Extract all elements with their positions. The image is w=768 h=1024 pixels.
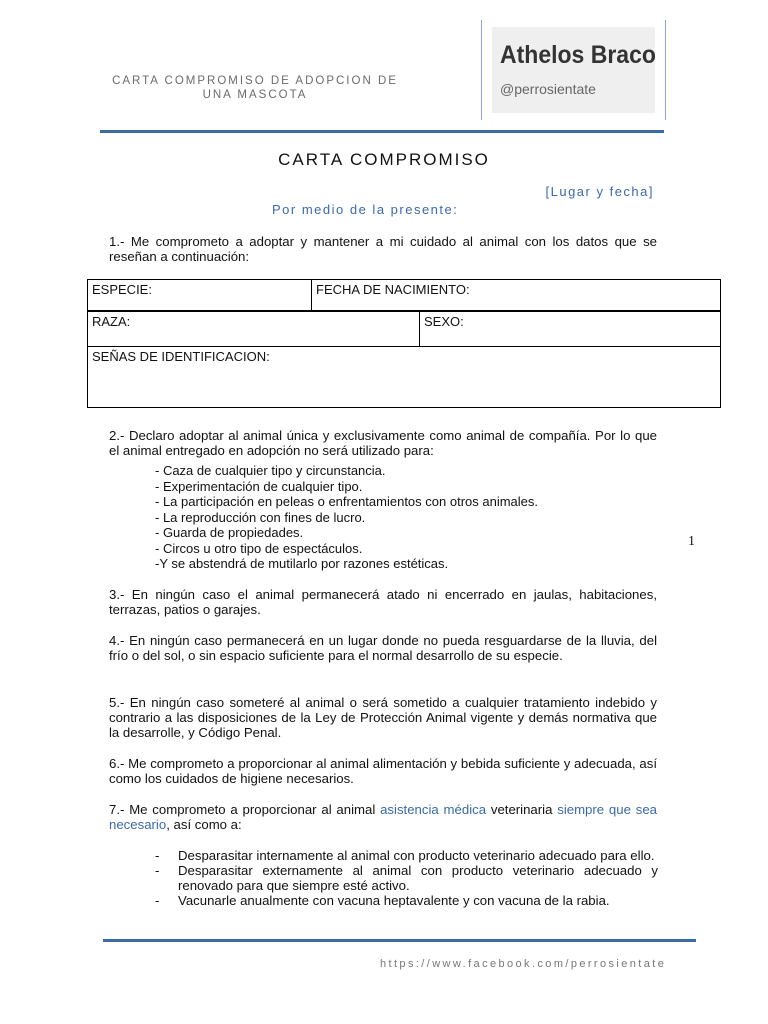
header-title-line-1: CARTA COMPROMISO DE ADOPCION DE xyxy=(112,75,398,87)
clause-7-part: asistencia médica xyxy=(380,802,487,817)
clause-7-part: 7.- Me comprometo a proporcionar al animal xyxy=(109,802,381,817)
list-item: - Circos u otro tipo de espectáculos. xyxy=(155,540,363,556)
footer-url: https://www.facebook.com/perrosientate xyxy=(380,958,667,970)
clause-7-part: , así como a: xyxy=(166,817,242,832)
veterinary-obligations-list xyxy=(155,848,658,908)
list-item xyxy=(155,893,658,908)
page-number: 1 xyxy=(688,534,695,549)
logo-handle: @perrosientate xyxy=(500,81,596,97)
pet-data-table-row-2 xyxy=(87,311,721,347)
clause-7 xyxy=(109,802,657,832)
clause-2: 2.- Declaro adoptar al animal única y exclusivamente como animal de compañía. Por lo que el animal entregado en adopción no será utilizado para: xyxy=(109,428,657,458)
list-item: - Caza de cualquier tipo y circunstancia. xyxy=(155,463,386,478)
clause-1: 1.- Me comprometo a adoptar y mantener a mi cuidado al animal con los datos que se reseñan a continuación: xyxy=(109,234,657,264)
list-item: -Y se abstendrá de mutilarlo por razones estéticas. xyxy=(155,556,449,571)
footer-divider xyxy=(103,939,696,942)
list-item-text: Desparasitar externamente al animal con producto veterinario adecuado y renovado para que siempre esté activo. xyxy=(178,863,658,893)
pet-data-table-row-3 xyxy=(87,346,721,408)
identification-cell: SEÑAS DE IDENTIFICACION: xyxy=(88,347,721,408)
clause-7-part: siempre que sea necesario xyxy=(109,802,657,832)
header-title-line-2: UNA MASCOTA xyxy=(202,89,308,101)
logo xyxy=(481,20,666,120)
breed-cell: RAZA: xyxy=(88,312,420,347)
clause-3: 3.- En ningún caso el animal permanecerá atado ni encerrado en jaulas, habitaciones, terrazas, patios o garajes. xyxy=(109,587,657,617)
logo-panel xyxy=(492,27,655,113)
list-item xyxy=(155,863,658,893)
list-item: - La reproducción con fines de lucro. xyxy=(155,509,366,525)
list-item: - Experimentación de cualquier tipo. xyxy=(155,478,363,494)
pet-data-table xyxy=(87,279,721,311)
document-header-title xyxy=(100,74,410,102)
bullet-dash: - xyxy=(155,863,160,878)
bullet-dash: - xyxy=(155,893,160,908)
clause-5: 5.- En ningún caso someteré al animal o será sometido a cualquier tratamiento indebido y contrario a las disposiciones de la Ley de Protección Animal vigente y demás normativa que la desarrolle, y Código Penal. xyxy=(109,695,657,740)
clause-7-part: veterinaria xyxy=(486,802,558,817)
list-item: - Guarda de propiedades. xyxy=(155,525,304,540)
birth-date-cell: FECHA DE NACIMIENTO: xyxy=(312,280,721,311)
clause-6: 6.- Me comprometo a proporcionar al animal alimentación y bebida suficiente y adecuada, así como los cuidados de higiene necesarios. xyxy=(109,756,657,786)
place-date: [Lugar y fecha] xyxy=(545,184,654,199)
sex-cell: SEXO: xyxy=(420,312,721,347)
list-item: - La participación en peleas o enfrentamientos con otros animales. xyxy=(155,494,538,509)
prohibited-uses-list xyxy=(155,463,538,572)
species-cell: ESPECIE: xyxy=(88,280,312,311)
logo-name: Athelos Braco xyxy=(500,41,656,69)
clause-4: 4.- En ningún caso permanecerá en un lugar donde no pueda resguardarse de la lluvia, del frío o del sol, o sin espacio suficiente para el normal desarrollo de su especie. xyxy=(109,633,657,663)
list-item-text: Desparasitar internamente al animal con producto veterinario adecuado para ello. xyxy=(178,848,655,863)
header-divider xyxy=(100,130,664,133)
bullet-dash: - xyxy=(155,848,160,863)
page-title: CARTA COMPROMISO xyxy=(278,150,490,169)
intro-text: Por medio de la presente: xyxy=(272,202,459,217)
list-item xyxy=(155,848,658,863)
list-item-text: Vacunarle anualmente con vacuna heptavalente y con vacuna de la rabia. xyxy=(178,893,610,908)
